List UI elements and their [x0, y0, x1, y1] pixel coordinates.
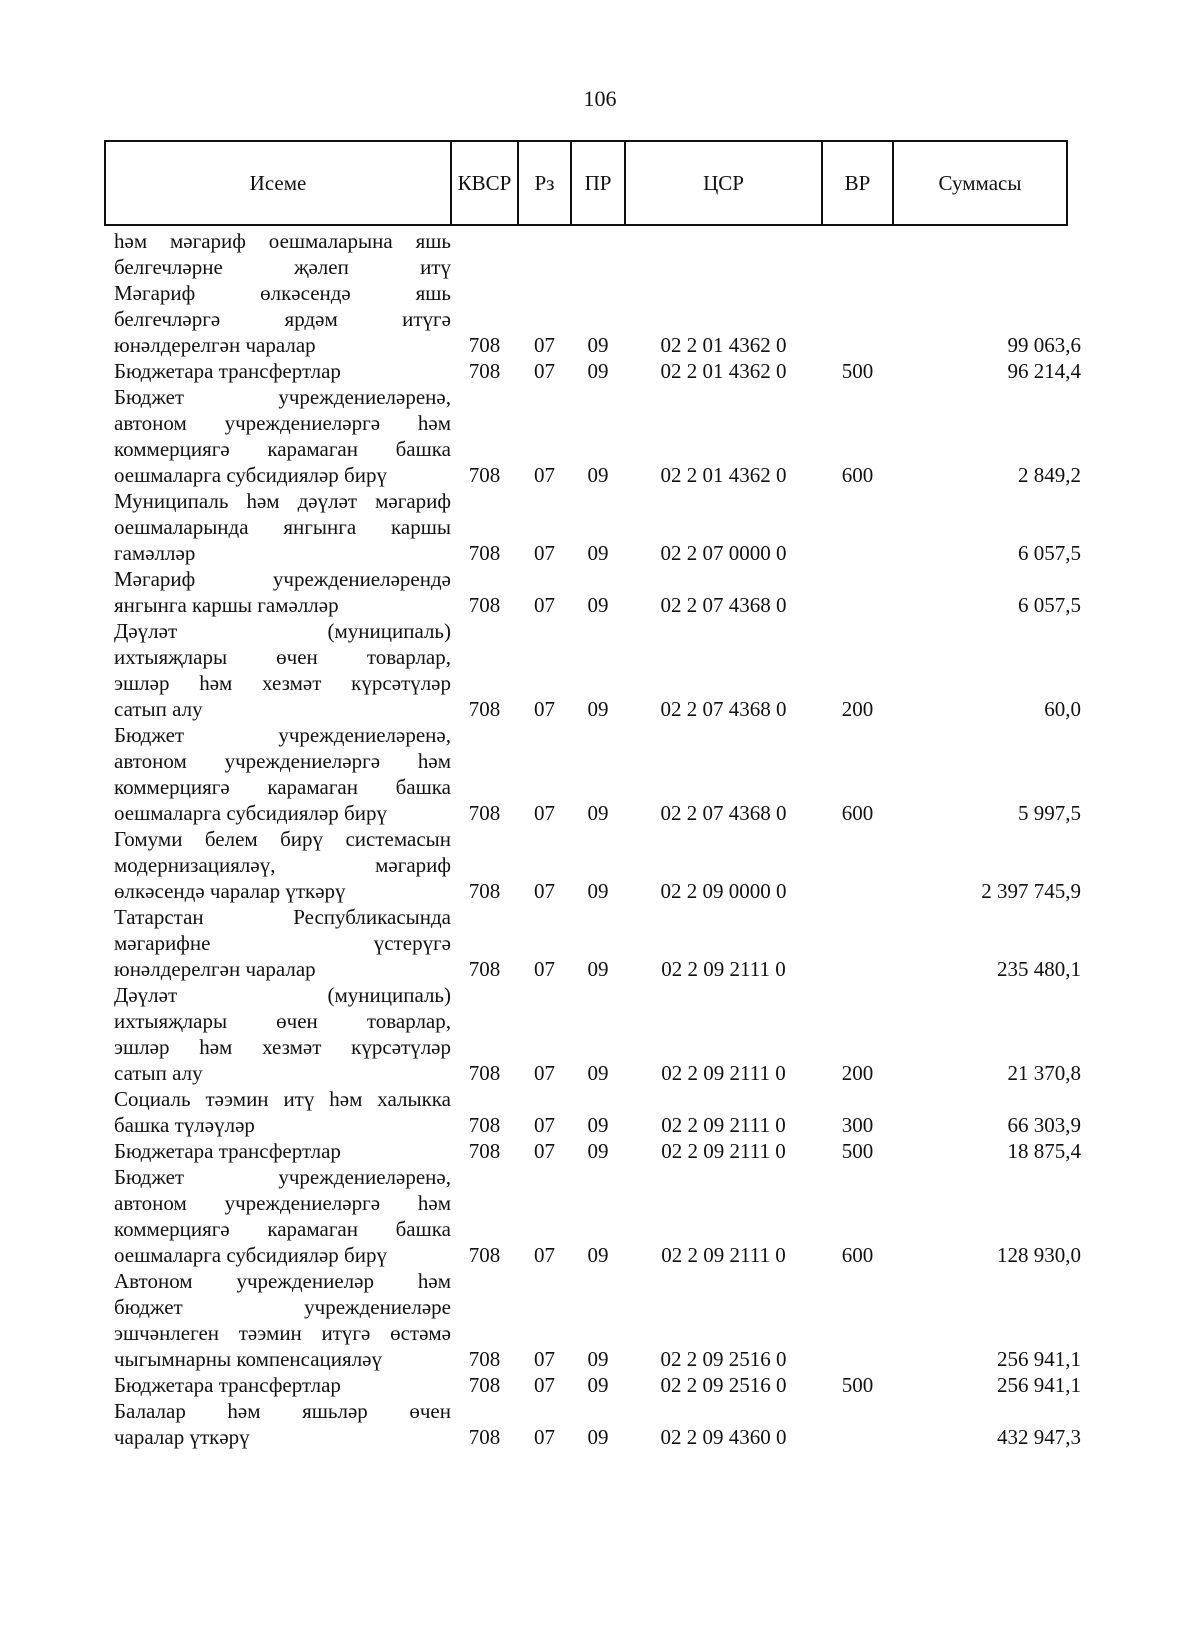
row-rz: 07 — [534, 1373, 555, 1397]
row-kvsr: 708 — [468, 1061, 501, 1085]
row-sum: 6 057,5 — [1018, 593, 1081, 617]
row-vr: 500 — [841, 1139, 874, 1163]
row-name — [114, 722, 451, 826]
row-sum: 18 875,4 — [1007, 1139, 1081, 1163]
row-name-line: бюджет учреждениеләре — [114, 1295, 451, 1319]
row-csr: 02 2 07 4368 0 — [660, 801, 787, 825]
row-pr: 09 — [587, 1061, 609, 1085]
row-csr: 02 2 09 2111 0 — [661, 1061, 786, 1085]
row-sum: 60,0 — [1044, 697, 1081, 721]
row-name-line: Бюджет учреждениеләренә, — [114, 385, 451, 409]
row-csr: 02 2 07 0000 0 — [660, 541, 787, 565]
row-name-line: ихтыяҗлары өчен товарлар, — [114, 645, 451, 669]
row-sum: 2 849,2 — [1018, 463, 1081, 487]
row-name — [114, 982, 451, 1086]
row-name-line: Бюджетара трансфертлар — [114, 1139, 341, 1163]
row-kvsr: 708 — [468, 541, 501, 565]
row-pr: 09 — [587, 333, 609, 357]
row-rz: 07 — [534, 801, 555, 825]
row-kvsr: 708 — [468, 359, 501, 383]
table-row — [114, 722, 1094, 826]
row-rz: 07 — [534, 697, 555, 721]
row-sum: 2 397 745,9 — [981, 879, 1081, 903]
row-name — [114, 1268, 451, 1372]
row-csr: 02 2 09 2516 0 — [660, 1373, 787, 1397]
row-pr: 09 — [587, 1139, 609, 1163]
row-pr: 09 — [587, 801, 609, 825]
table-header — [104, 140, 1068, 226]
row-name-line: эшчәнлеген тәэмин итүгә өстәмә — [114, 1321, 451, 1345]
row-name-line: Бюджет учреждениеләренә, — [114, 1165, 451, 1189]
row-sum: 128 930,0 — [997, 1243, 1081, 1267]
row-name-line: оешмаларга субсидияләр бирү — [114, 463, 387, 487]
row-sum: 99 063,6 — [1007, 333, 1081, 357]
row-name-line: сатып алу — [114, 697, 203, 721]
row-kvsr: 708 — [468, 957, 501, 981]
row-rz: 07 — [534, 1061, 555, 1085]
row-vr: 200 — [841, 697, 874, 721]
row-csr: 02 2 07 4368 0 — [660, 697, 787, 721]
row-vr: 300 — [841, 1113, 874, 1137]
header-name: Исеме — [249, 170, 307, 195]
row-name-line: Автоном учреждениеләр һәм — [114, 1269, 451, 1293]
row-name — [114, 826, 451, 904]
row-pr: 09 — [587, 1425, 609, 1449]
page-number: 106 — [583, 86, 617, 111]
row-name-line: Гомуми белем бирү системасын — [114, 827, 451, 851]
row-name — [114, 488, 451, 566]
row-rz: 07 — [534, 1347, 555, 1371]
row-name-line: автоном учреждениеләргә һәм — [114, 1191, 451, 1215]
row-csr: 02 2 09 4360 0 — [660, 1425, 787, 1449]
row-vr: 500 — [841, 359, 874, 383]
row-name-line: эшләр һәм хезмәт күрсәтүләр — [114, 1035, 451, 1059]
row-pr: 09 — [587, 463, 609, 487]
row-sum: 256 941,1 — [997, 1373, 1081, 1397]
row-name — [114, 228, 451, 280]
row-rz: 07 — [534, 1425, 555, 1449]
table-row — [114, 488, 1094, 566]
row-name-line: Мәгариф өлкәсендә яшь — [114, 281, 451, 305]
row-name-line: Социаль тәэмин итү һәм халыкка — [114, 1087, 451, 1111]
row-name — [114, 1398, 451, 1450]
row-name-line: башка түләүләр — [114, 1113, 255, 1137]
row-name-line: һәм мәгариф оешмаларына яшь — [114, 229, 451, 253]
row-name — [114, 1138, 451, 1164]
row-rz: 07 — [534, 957, 555, 981]
row-name-line: мәгарифне үстерүгә — [114, 931, 451, 955]
row-kvsr: 708 — [468, 801, 501, 825]
row-kvsr: 708 — [468, 1113, 501, 1137]
row-rz: 07 — [534, 1113, 555, 1137]
row-name-line: коммерциягә карамаган башка — [114, 775, 451, 799]
row-pr: 09 — [587, 697, 609, 721]
row-name-line: Мәгариф учреждениеләрендә — [114, 567, 451, 591]
row-name-line: ихтыяҗлары өчен товарлар, — [114, 1009, 451, 1033]
row-sum: 235 480,1 — [997, 957, 1081, 981]
row-rz: 07 — [534, 333, 555, 357]
row-name-line: оешмаларга субсидияләр бирү — [114, 801, 387, 825]
row-rz: 07 — [534, 359, 555, 383]
row-rz: 07 — [534, 879, 555, 903]
row-name-line: Бюджетара трансфертлар — [114, 359, 341, 383]
header-csr: ЦСР — [625, 141, 822, 225]
row-kvsr: 708 — [468, 1373, 501, 1397]
row-vr: 600 — [841, 1243, 874, 1267]
row-pr: 09 — [587, 957, 609, 981]
header-kvsr: КВСР — [451, 141, 518, 225]
table-row — [114, 618, 1094, 722]
row-name-line: юнәлдерелгән чаралар — [114, 333, 316, 357]
row-name-line: автоном учреждениеләргә һәм — [114, 749, 451, 773]
table-row — [114, 280, 1094, 358]
row-sum: 21 370,8 — [1007, 1061, 1081, 1085]
row-name-line: Бюджет учреждениеләренә, — [114, 723, 451, 747]
row-name-line: Татарстан Республикасында — [114, 905, 451, 929]
row-pr: 09 — [587, 593, 609, 617]
row-name — [114, 358, 451, 384]
row-sum: 96 214,4 — [1007, 359, 1081, 383]
header-sum: Суммасы — [893, 141, 1067, 225]
row-name-line: Дәүләт (муниципаль) — [114, 983, 451, 1007]
row-name-line: Муниципаль һәм дәүләт мәгариф — [114, 489, 451, 513]
table-row — [114, 1086, 1094, 1138]
row-kvsr: 708 — [468, 1139, 501, 1163]
table-row — [114, 1138, 1094, 1164]
row-kvsr: 708 — [468, 1243, 501, 1267]
row-kvsr: 708 — [468, 1347, 501, 1371]
row-name — [114, 566, 451, 618]
row-pr: 09 — [587, 1243, 609, 1267]
row-sum: 6 057,5 — [1018, 541, 1081, 565]
row-pr: 09 — [587, 1347, 609, 1371]
table-row — [114, 904, 1094, 982]
row-kvsr: 708 — [468, 593, 501, 617]
row-vr: 200 — [841, 1061, 874, 1085]
row-rz: 07 — [534, 1243, 555, 1267]
row-name-line: өлкәсендә чаралар үткәрү — [114, 879, 346, 903]
row-sum: 66 303,9 — [1007, 1113, 1081, 1137]
row-csr: 02 2 09 2111 0 — [661, 1243, 786, 1267]
row-name — [114, 618, 451, 722]
row-pr: 09 — [587, 879, 609, 903]
row-name-line: эшләр һәм хезмәт күрсәтүләр — [114, 671, 451, 695]
row-name-line: белгечләргә ярдәм итүгә — [114, 307, 451, 331]
row-name-line: коммерциягә карамаган башка — [114, 437, 451, 461]
row-csr: 02 2 07 4368 0 — [660, 593, 787, 617]
row-name — [114, 1086, 451, 1138]
table-row — [114, 566, 1094, 618]
row-csr: 02 2 01 4362 0 — [660, 333, 787, 357]
row-kvsr: 708 — [468, 1425, 501, 1449]
table-row — [114, 384, 1094, 488]
row-rz: 07 — [534, 593, 555, 617]
row-csr: 02 2 09 2111 0 — [661, 1139, 786, 1163]
row-csr: 02 2 01 4362 0 — [660, 463, 787, 487]
row-rz: 07 — [534, 1139, 555, 1163]
table-row — [114, 1372, 1094, 1398]
row-pr: 09 — [587, 541, 609, 565]
table-row — [114, 1164, 1094, 1268]
table-body — [114, 228, 1094, 1450]
row-name — [114, 280, 451, 358]
row-name — [114, 1372, 451, 1398]
row-name-line: коммерциягә карамаган башка — [114, 1217, 451, 1241]
row-name-line: сатып алу — [114, 1061, 203, 1085]
row-vr: 600 — [841, 463, 874, 487]
header-vr: ВР — [822, 141, 893, 225]
row-rz: 07 — [534, 463, 555, 487]
row-csr: 02 2 09 0000 0 — [660, 879, 787, 903]
row-name-line: автоном учреждениеләргә һәм — [114, 411, 451, 435]
header-rz: Рз — [518, 141, 571, 225]
row-name-line: юнәлдерелгән чаралар — [114, 957, 316, 981]
row-csr: 02 2 01 4362 0 — [660, 359, 787, 383]
table-row — [114, 1398, 1094, 1450]
row-name — [114, 904, 451, 982]
header-pr: ПР — [571, 141, 625, 225]
table-row — [114, 826, 1094, 904]
row-name-line: чаралар үткәрү — [114, 1425, 250, 1449]
row-csr: 02 2 09 2111 0 — [661, 1113, 786, 1137]
row-sum: 256 941,1 — [997, 1347, 1081, 1371]
row-csr: 02 2 09 2516 0 — [660, 1347, 787, 1371]
row-name — [114, 384, 451, 488]
row-name-line: Балалар һәм яшьләр өчен — [114, 1399, 451, 1423]
row-name-line: оешмаларында янгынга каршы — [114, 515, 451, 539]
row-kvsr: 708 — [468, 697, 501, 721]
row-name — [114, 1164, 451, 1268]
row-kvsr: 708 — [468, 463, 501, 487]
table-row — [114, 358, 1094, 384]
row-name-line: Дәүләт (муниципаль) — [114, 619, 451, 643]
row-sum: 5 997,5 — [1018, 801, 1081, 825]
table-row — [114, 982, 1094, 1086]
row-name-line: Бюджетара трансфертлар — [114, 1373, 341, 1397]
row-kvsr: 708 — [468, 879, 501, 903]
row-rz: 07 — [534, 541, 555, 565]
row-vr: 600 — [841, 801, 874, 825]
table-row — [114, 228, 1094, 280]
table-row — [114, 1268, 1094, 1372]
row-name-line: модернизацияләү, мәгариф — [114, 853, 451, 877]
row-name-line: чыгымнарны компенсацияләү — [114, 1347, 382, 1371]
row-sum: 432 947,3 — [997, 1425, 1081, 1449]
row-name-line: белгечләрне җәлеп итү — [114, 255, 451, 279]
row-kvsr: 708 — [468, 333, 501, 357]
row-pr: 09 — [587, 359, 609, 383]
row-vr: 500 — [841, 1373, 874, 1397]
row-name-line: оешмаларга субсидияләр бирү — [114, 1243, 387, 1267]
row-pr: 09 — [587, 1113, 609, 1137]
row-name-line: янгынга каршы гамәлләр — [114, 593, 339, 617]
row-pr: 09 — [587, 1373, 609, 1397]
row-name-line: гамәлләр — [114, 541, 196, 565]
row-csr: 02 2 09 2111 0 — [661, 957, 786, 981]
